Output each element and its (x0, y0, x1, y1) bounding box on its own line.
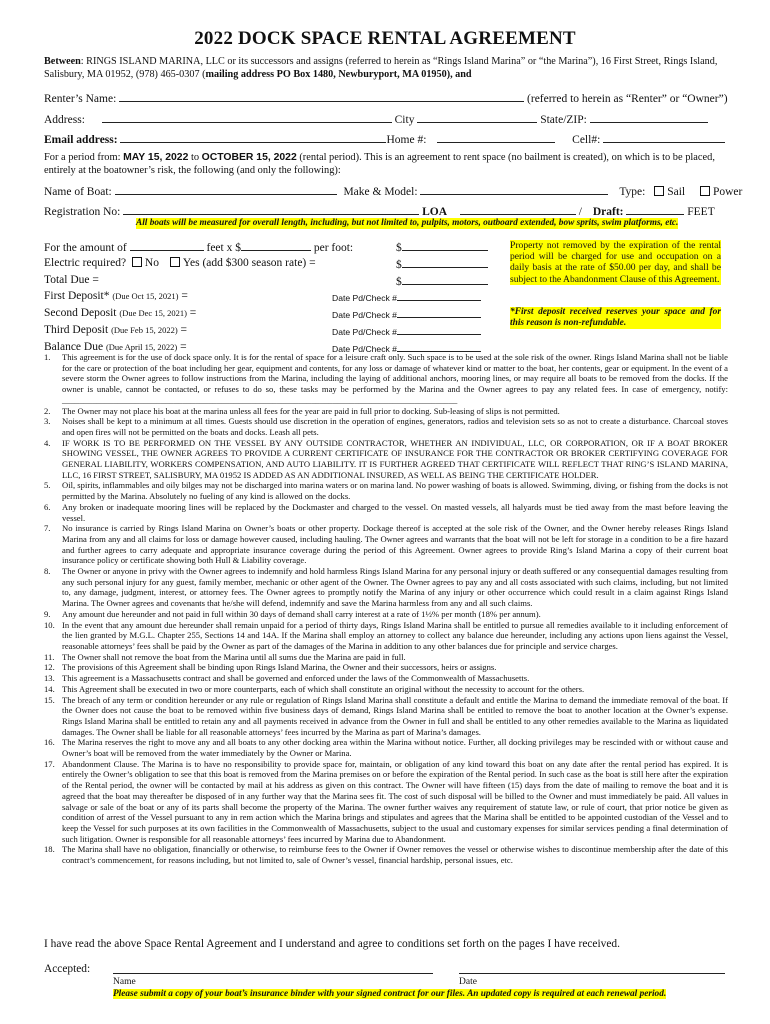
terms-list (44, 352, 728, 866)
electric-value-field[interactable] (402, 257, 488, 268)
term-text: This Agreement shall be executed in two or more counterparts, each of which shall constitute an original without the necessity to account for the others. (62, 683, 585, 694)
balance-due-date: (Due April 15, 2022) (105, 342, 178, 352)
draft-label: Draft: (592, 206, 624, 218)
date-pd-label: Date Pd/Check # (332, 293, 397, 303)
term-number: 13. (44, 673, 55, 684)
period-start: MAY 15, 2022 (123, 152, 189, 163)
rate-field[interactable] (241, 240, 311, 251)
first-deposit-row (44, 290, 188, 302)
email-field[interactable] (120, 132, 386, 143)
third-deposit-row (44, 324, 187, 336)
feet-count-field[interactable] (130, 240, 204, 251)
cell-phone-label: Cell#: (572, 134, 601, 146)
amount-row (44, 240, 353, 254)
term-item (44, 662, 728, 673)
third-deposit-date (332, 325, 481, 337)
term-text: Oil, spirits, inflammables and oily bilges may not be discharged into marina waters or on marina land. No power washing of boats is allowed. Swimming, diving, or fishing from the docks is not permitted by the Marina. Absolutely no fueling of any kind is allowed on the docks. (62, 480, 728, 502)
term-text: Any broken or inadequate mooring lines will be replaced by the Dockmaster and charged to the vessel. On masted vessels, all halyards must be tied away from the mast before leaving the vessel. (62, 501, 728, 523)
make-model-label: Make & Model: (343, 186, 418, 198)
dollar-sign: $ (396, 259, 402, 271)
total-value-field[interactable] (402, 274, 488, 285)
renter-name-suffix: (referred to herein as “Renter” or “Owner”) (527, 93, 728, 105)
term-item (44, 502, 728, 523)
electric-yes-checkbox[interactable] (170, 257, 180, 267)
second-deposit-row (44, 307, 196, 319)
term-number: 8. (44, 566, 51, 577)
address-row (44, 112, 708, 126)
term-item (44, 406, 728, 417)
page-title: 2022 DOCK SPACE RENTAL AGREEMENT (194, 28, 576, 49)
equals: = (180, 324, 188, 336)
term-text: The provisions of this Agreement shall be binding upon Rings Island Marina, the Owner and their successors, heirs or assigns. (62, 662, 497, 673)
renter-name-label: Renter’s Name: (44, 93, 117, 105)
term-item (44, 416, 728, 437)
measurement-note: All boats will be measured for overall length, including, but not limited to, pulpits, motors, outboard extended, bow sprits, swim platforms, etc. (136, 218, 679, 228)
home-phone-label: Home #: (386, 134, 427, 146)
registration-row (44, 204, 715, 218)
boat-name-field[interactable] (115, 184, 337, 195)
term-text: Any amount due hereunder and not paid in full within 30 days of demand shall carry interest at a rate of 1½% per month (18% per annum). (62, 608, 541, 619)
amount-value-field[interactable] (402, 240, 488, 251)
per-foot-label: per foot: (313, 242, 354, 254)
registration-field[interactable] (123, 204, 419, 215)
first-deposit-label: First Deposit* (44, 290, 110, 302)
mailing-address: mailing address PO Box 1480, Newburyport, MA 01950), and (205, 68, 472, 80)
equals: = (189, 307, 197, 319)
term-text: The Owner or anyone in privy with the Owner agrees to indemnify and hold harmless Rings Island Marina for any personal injury or death suffered or any consequential damages resulting from any such personal injury for any guest, family member, mechanic or other agent of the Owner. The Owner agrees to pay any and all costs associated with such claims, including, but not limited to, any damage, judgment, interest, or attorney fees. The Owner agrees to promptly notify the Marina of any injury or other occurrence which could result in a claim against Rings Island Marina. The Owner agrees and covenants that he/she will defend, indemnify and save the Marina harmless from any and all such claims. (62, 566, 728, 609)
removal-note: Property not removed by the expiration of the rental period will be charged for use and occupation on a daily basis at the rate of $50.00 per day, and shall be subject to the Abandonment Clause of this Agreement. (510, 240, 721, 285)
term-item (44, 844, 728, 865)
renter-name-row (44, 91, 728, 105)
term-text: IF WORK IS TO BE PERFORMED ON THE VESSEL BY ANY OUTSIDE CONTRACTOR, WHETHER AN INDIVIDUAL, LLC, OR CORPORATION, OR IF A BOAT BROKER SHOWING VESSEL, THE OWNER AGREES TO PROVIDE A CURRENT CERTIFICATE OF INSURANCE FOR THE CONTRACTOR OR BROKER CERTIFYING COVERAGE FOR GENERAL LIABILITY, WORKERS COMPENSATION, AND AUTO LIABILITY. IT IS FURTHER AGREED THAT CERTIFICATE WILL REFLECT THAT RING’S ISLAND MARINA, LLC, 16 FIRST STREET, SALISBURY, MA 01952 IS ADDED AS AN ADDITIONAL INSURED, AS WELL AS BEING THE CERTIFICATE HOLDER. (62, 437, 728, 480)
amount-dollar (396, 240, 488, 254)
feet-x-label: feet x $ (206, 242, 241, 254)
term-number: 1. (44, 352, 51, 362)
amount-label: For the amount of (44, 242, 127, 254)
city-field[interactable] (417, 112, 537, 123)
term-item (44, 695, 728, 738)
intro-paragraph (44, 56, 734, 81)
term-number: 5. (44, 480, 51, 491)
feet-label: FEET (687, 206, 715, 218)
home-phone-field[interactable] (437, 132, 555, 143)
address-label: Address: (44, 114, 85, 126)
sail-label: Sail (667, 186, 686, 198)
balance-check-field[interactable] (397, 342, 481, 352)
first-deposit-due: (Due Oct 15, 2021) (112, 291, 179, 301)
accepted-label: Accepted: (44, 963, 91, 975)
term-item (44, 609, 728, 620)
second-deposit-due: (Due Dec 15, 2021) (119, 308, 187, 318)
second-deposit-label: Second Deposit (44, 307, 117, 319)
electric-yes-label: Yes (add $300 season rate) = (182, 257, 316, 269)
power-checkbox[interactable] (700, 186, 710, 196)
electric-dollar (396, 257, 488, 271)
term-item (44, 673, 728, 684)
term-text: Noises shall be kept to a minimum at all times. Guests should use discretion in the operation of engines, generators, radios and television sets so as not to create a disturbance. Charcoal stoves and open fires will not be permitted on the boats and docks. Leash all pets. (62, 416, 728, 437)
period-suffix: (rental period). This is an agreement to rent space (no bailment is created), on which is to be placed, (296, 152, 715, 163)
term-number: 6. (44, 501, 51, 512)
signature-name-field[interactable] (113, 963, 433, 974)
electric-row (44, 257, 316, 269)
boat-name-row (44, 184, 742, 198)
term-number: 4. (44, 437, 51, 448)
term-text: The breach of any term or condition hereunder or any rule or regulation of Rings Island Marina shall constitute a default and entitle the Marina to demand the immediate removal of the boat. If the Owner does not cause the boat to be removed within five business days of demand, Rings Island Marina shall be entitled to remove the boat to another location at the Owner’s expense. Rings Island Marina shall be entitled to retain any and all payments received in advance from the Owner in full and shall be entitled to any other remedies available to the Marina as liquidated damages. The Owner shall be liable for all reasonable attorneys’ fees incurred by the Marina as part of Marina’s damages. (62, 694, 728, 737)
boat-name-label: Name of Boat: (44, 186, 112, 198)
term-item (44, 352, 728, 406)
term-item (44, 684, 728, 695)
insurance-note: Please submit a copy of your boat’s insurance binder with your signed contract for our files. An updated copy is required at each renewal period. (113, 989, 667, 999)
cell-phone-field[interactable] (603, 132, 725, 143)
deposit-note: *First deposit received reserves your space and for this reason is non-refundable. (510, 307, 721, 329)
term-item (44, 438, 728, 481)
sail-checkbox[interactable] (654, 186, 664, 196)
between-label: Between (44, 56, 81, 67)
term-text: No insurance is carried by Rings Island Marina on Owner’s boats or other property. Dockage thereof is accepted at the sole risk of the Owner, and the Owner hereby releases Rings Island Marina from any and all claims for loss or damage however caused, including hauling. The Owner agrees and warrants that the boat will not be left for storage in a condition to be a fire hazard and further agrees to carry adequate and appropriate insurance coverage during the period of this Agreement. Owner agrees to provide Ring’s Island Marina a copy of their current boat insurance policy or certificate showing both Hull & Liability coverage. (62, 523, 728, 566)
period-to: to (188, 152, 202, 163)
total-dollar (396, 274, 488, 288)
type-label: Type: (619, 186, 646, 198)
term-number: 9. (44, 608, 51, 619)
term-item (44, 480, 728, 501)
equals: = (181, 290, 188, 302)
period-end: OCTOBER 15, 2022 (201, 152, 297, 163)
balance-due-label: Balance Due (44, 341, 104, 353)
term-number: 18. (44, 844, 55, 855)
term-text: This agreement is a Massachusetts contract and shall be governed and enforced under the laws of the Commonwealth of Massachusetts. (62, 673, 530, 684)
third-deposit-label: Third Deposit (44, 324, 109, 336)
term-number: 11. (44, 651, 55, 662)
term-number: 12. (44, 662, 55, 673)
signature-date-field[interactable] (459, 963, 725, 974)
date-pd-label: Date Pd/Check # (332, 344, 397, 354)
electric-no-checkbox[interactable] (132, 257, 142, 267)
email-label: Email address: (44, 134, 118, 146)
date-caption: Date (459, 977, 477, 987)
renter-name-field[interactable] (119, 91, 524, 102)
dollar-sign: $ (396, 276, 402, 288)
dollar-sign: $ (396, 242, 402, 254)
period-line-2: entirely at the boatowner’s risk, the following (and only the following): (44, 164, 341, 176)
term-text: The Owner shall not remove the boat from the Marina until all sums due the Marina are paid in full. (62, 651, 406, 662)
term-item (44, 737, 728, 758)
electric-label: Electric required? (44, 257, 127, 269)
address-field[interactable] (102, 112, 392, 123)
total-label: Total Due = (44, 274, 99, 286)
email-row (44, 132, 725, 146)
term-text: The Owner may not place his boat at the marina unless all fees for the year are paid in full prior to docking. Sub-leasing of slips is not permitted. (62, 405, 560, 416)
second-deposit-date (332, 308, 481, 320)
term-text: This agreement is for the use of dock space only. It is for the rental of space for a leisure craft only. Such space is to be used at the sole risk of the owner. Rings Island Marina shall not be liable for the care or protection of the boat including her gear, equipment and contents, for any loss or damage of whatever kind or matter to the boat, her contents, gear or equipment. In the event of a severe storm the Owner agrees to follow instructions from the Marina, including the laying of additional anchors, mooring lines, or may require all boats to be removed from the docks. If the owner is unable, cannot be contacted, or refuses to do so, these tasks may be performed by the Marina and the Owner agrees to pay any related fees. In case of emergency, notify: ____________________________________________________________________________________________ (62, 352, 728, 405)
first-deposit-date (332, 291, 481, 303)
registration-label: Registration No: (44, 206, 121, 218)
term-number: 10. (44, 619, 55, 630)
term-number: 15. (44, 694, 55, 705)
make-model-field[interactable] (420, 184, 608, 195)
power-label: Power (712, 186, 743, 198)
date-pd-label: Date Pd/Check # (332, 327, 397, 337)
term-number: 3. (44, 416, 51, 427)
draft-field[interactable] (626, 204, 684, 215)
term-item (44, 566, 728, 609)
term-item (44, 620, 728, 652)
term-text: The Marina shall have no obligation, financially or otherwise, to reimburse fees to the Owner if Owner removes the vessel or otherwise wishes to discontinue membership after the date of this contract’s commencement, for reasons including, but not limited to, sale of Owner’s vessel, financial hardship, personal issues, etc. (62, 844, 728, 866)
third-deposit-check-field[interactable] (397, 325, 481, 335)
term-number: 14. (44, 683, 55, 694)
acknowledgement: I have read the above Space Rental Agreement and I understand and agree to conditions set forth on the pages I have received. (44, 938, 620, 950)
equals: = (180, 341, 187, 353)
term-text: In the event that any amount due hereunder shall remain unpaid for a period of thirty days, Rings Island Marina shall be entitled to pursue all remedies available to it including enforcement of the lien granted by M.G.L. Chapter 255, Sections 14 and 14A. If the Marina shall employ an attorney to collect any balance due hereunder, including any actions upon liens against the Vessel, reasonable attorneys’ fees shall be paid by the Owner as part of the damages of the Marina in addition to any other balances due for principle and service charges. (62, 619, 728, 651)
state-zip-field[interactable] (590, 112, 708, 123)
loa-slash: / (578, 206, 582, 218)
term-item (44, 652, 728, 663)
date-pd-label: Date Pd/Check # (332, 310, 397, 320)
city-label: City (394, 114, 415, 126)
second-deposit-check-field[interactable] (397, 308, 481, 318)
total-row (44, 274, 99, 286)
between-text-1: : RINGS ISLAND MARINA, LLC or its successors and assigns (referred to herein as “Rings Island Marina” or “the Marina”), 16 First Street, Rings Island, (80, 56, 718, 67)
rental-period-paragraph (44, 152, 734, 177)
name-caption: Name (113, 977, 136, 987)
term-item (44, 759, 728, 845)
third-deposit-due: (Due Feb 15, 2022) (111, 325, 178, 335)
period-prefix: For a period from: (44, 152, 124, 163)
between-text-2: Salisbury, MA 01952, (978) 465-0307 ( (44, 68, 206, 80)
term-text: Abandonment Clause. The Marina is to have no responsibility to provide space for, maintain, or obligation of any kind toward this boat on any date after the rental period has expired. It is entirely the Owner’s obligation to see that this boat is removed from the Marina premises on or before the expiration of the Rental period. In such case as the boat is still here after the expiration of the Rental period, the owner will be contacted by mail at his address as given on this contract. The Owner will have fifteen (15) days from the date of mailing to remove the boat and it is agreed that the boat may thereafter be disposed of in any further way that the Marina sees fit. The cost of such disposal will be billed to the Owner and must immediately be paid. All values in salvage or sale of the boat or any of its parts shall become the property of the Marina. The owner further waives any requirement of statute law, or rule of court, that prior notice be given as condition of arrest of the Vessel pursuant to any in rem action which the Marina brings and stipulates and agrees that the Marina shall be entitled to be appointed custodian of the Vessel and to keep the Vessel for such purposes at its own facilities in the Commonwealth of Massachusetts, subject to the usual and customary expenses for similar services pending a final determination of such litigation. Owner is responsible for all reasonable attorneys’ fees incurred by Marina due to Abandonment. (62, 758, 728, 844)
term-number: 7. (44, 523, 51, 534)
term-number: 2. (44, 405, 51, 416)
state-zip-label: State/ZIP: (540, 114, 587, 126)
first-deposit-check-field[interactable] (397, 291, 481, 301)
electric-no-label: No (144, 257, 159, 269)
loa-label: LOA (422, 206, 448, 218)
term-text: The Marina reserves the right to move any and all boats to any other docking area within the Marina without notice. Further, all docking privileges may be rescinded with or without cause and Owner’s boat will be removed from the water immediately by the Owner or Marina. (62, 737, 728, 759)
term-number: 16. (44, 737, 55, 748)
term-item (44, 523, 728, 566)
term-number: 17. (44, 758, 55, 769)
loa-field[interactable] (460, 204, 576, 215)
